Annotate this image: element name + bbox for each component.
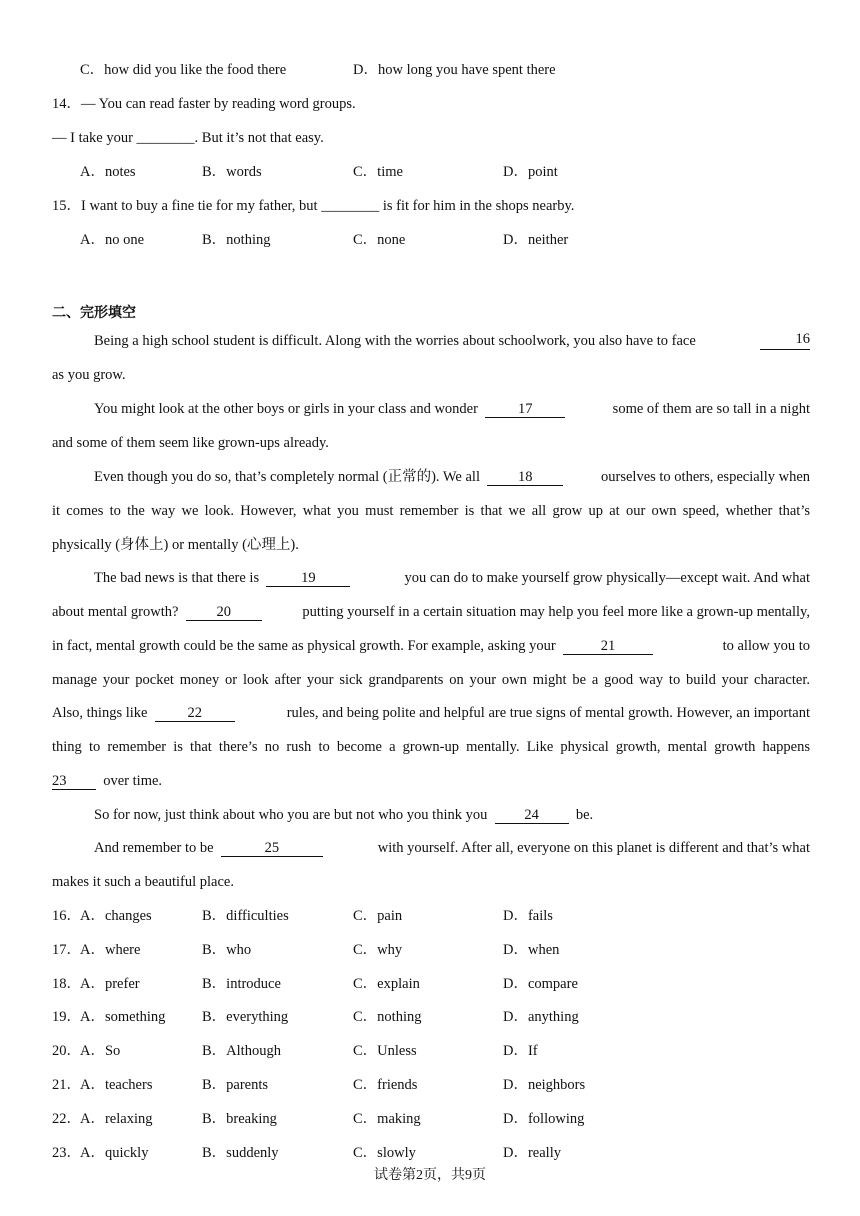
option-a: A．quickly — [80, 1145, 149, 1161]
option-a: A．teachers — [80, 1077, 153, 1093]
option-b: B．introduce — [202, 976, 281, 992]
option-d: D．neighbors — [503, 1077, 586, 1093]
option-c: C．making — [353, 1111, 421, 1127]
passage-line — [94, 400, 810, 418]
passage-text: in fact, mental growth could be the same as physical growth. For example, asking your — [52, 638, 556, 654]
passage-text: thing to remember is that there’s no rush to become a grown-up mentally. Like physical growth, mental growth happens — [52, 739, 810, 755]
option-number: 20． — [52, 1043, 81, 1059]
passage-line — [52, 772, 162, 790]
option-c: C．why — [353, 942, 403, 958]
blank-18: 18 — [487, 470, 563, 486]
option-c: C．nothing — [353, 1009, 422, 1025]
q14-option-b: B．words — [202, 164, 262, 180]
passage-text: Being a high school student is difficult. Along with the worries about schoolwork, you also have to face — [94, 333, 696, 349]
passage-line — [94, 806, 593, 824]
q15-stem: 15．I want to buy a fine tie for my father, but ________ is fit for him in the shops nearby. — [52, 198, 575, 214]
option-number: 19． — [52, 1009, 81, 1025]
option-b: B．difficulties — [202, 908, 289, 924]
passage-text: manage your pocket money or look after your sick grandparents on your own might be a good way to build your character. — [52, 672, 810, 688]
option-c: C．explain — [353, 976, 420, 992]
passage-text: And remember to be — [94, 840, 214, 856]
blank-16: 16 — [760, 332, 810, 350]
passage-text: over time. — [103, 773, 163, 789]
q15-option-a: A．no one — [80, 232, 145, 248]
q15-option-d: D．neither — [503, 232, 569, 248]
passage-text: physically (身体上) or mentally (心理上). — [52, 537, 299, 553]
passage-text: ourselves to others, especially when — [601, 469, 810, 485]
passage-text: So for now, just think about who you are but not who you think you — [94, 807, 488, 823]
option-number: 16． — [52, 908, 81, 924]
passage-line — [52, 603, 810, 621]
blank-22: 22 — [155, 706, 235, 722]
passage-line — [94, 468, 810, 486]
passage-text: makes it such a beautiful place. — [52, 874, 234, 890]
option-a: A．So — [80, 1043, 121, 1059]
option-d: D．compare — [503, 976, 578, 992]
blank-20: 20 — [186, 605, 262, 621]
option-b: B．Although — [202, 1043, 281, 1059]
option-a: A．prefer — [80, 976, 140, 992]
option-number: 17． — [52, 942, 81, 958]
passage-line — [52, 704, 810, 722]
passage-line — [94, 569, 810, 587]
option-number: 22． — [52, 1111, 81, 1127]
q15-option-b: B．nothing — [202, 232, 271, 248]
option-d: D．following — [503, 1111, 585, 1127]
passage-text: rules, and being polite and helpful are true signs of mental growth. However, an important — [286, 705, 810, 721]
passage-line — [52, 637, 810, 655]
passage-text: be. — [575, 807, 594, 823]
option-a: A．where — [80, 942, 141, 958]
blank-24: 24 — [495, 808, 569, 824]
passage-line — [94, 839, 810, 857]
passage-text: and some of them seem like grown-ups already. — [52, 435, 329, 451]
option-b: B．who — [202, 942, 252, 958]
option-b: B．breaking — [202, 1111, 277, 1127]
passage-text: it comes to the way we look. However, what you must remember is that we all grow up at our own speed, whether that’s — [52, 503, 810, 519]
passage-text: as you grow. — [52, 367, 126, 383]
passage-text: you can do to make yourself grow physically—except wait. And what — [404, 570, 810, 586]
passage-text: The bad news is that there is — [94, 570, 260, 586]
option-c: C．friends — [353, 1077, 418, 1093]
option-d: D．anything — [503, 1009, 579, 1025]
passage-text: You might look at the other boys or girls in your class and wonder — [94, 401, 478, 417]
q14-option-c: C．time — [353, 164, 403, 180]
option-b: B．parents — [202, 1077, 269, 1093]
option-number: 18． — [52, 976, 81, 992]
option-d: D．when — [503, 942, 560, 958]
q14-option-d: D．point — [503, 164, 558, 180]
q14-option-a: A．notes — [80, 164, 136, 180]
page-footer: 试卷第2页，共9页 — [374, 1168, 486, 1183]
option-a: A．relaxing — [80, 1111, 153, 1127]
passage-text: putting yourself in a certain situation may help you feel more like a grown-up mentally, — [302, 604, 810, 620]
option-b: B．suddenly — [202, 1145, 279, 1161]
section-title: 二、完形填空 — [52, 305, 136, 321]
blank-21: 21 — [563, 639, 653, 655]
passage-line — [94, 332, 810, 350]
passage-text: about mental growth? — [52, 604, 179, 620]
blank-25: 25 — [221, 841, 323, 857]
q15-option-c: C．none — [353, 232, 406, 248]
q14-reply: — I take your ________. But it’s not that easy. — [52, 130, 324, 146]
option-d: D．really — [503, 1145, 561, 1161]
option-number: 23． — [52, 1145, 81, 1161]
passage-text: Also, things like — [52, 705, 148, 721]
option-c: C．Unless — [353, 1043, 417, 1059]
passage-text: to allow you to — [722, 638, 810, 654]
passage-text: Even though you do so, that’s completely normal (正常的). We all — [94, 469, 480, 485]
q13-option-d: D．how long you have spent there — [353, 62, 556, 78]
option-d: D．fails — [503, 908, 553, 924]
passage-text: with yourself. After all, everyone on this planet is different and that’s what — [377, 840, 810, 856]
passage-text: some of them are so tall in a night — [612, 401, 810, 417]
q14-stem: 14．— You can read faster by reading word groups. — [52, 96, 356, 112]
option-a: A．changes — [80, 908, 152, 924]
option-a: A．something — [80, 1009, 166, 1025]
option-c: C．pain — [353, 908, 403, 924]
blank-23: 23 — [52, 774, 96, 790]
option-c: C．slowly — [353, 1145, 416, 1161]
option-d: D．If — [503, 1043, 538, 1059]
option-number: 21． — [52, 1077, 81, 1093]
q13-option-c: C．how did you like the food there — [80, 62, 287, 78]
blank-19: 19 — [266, 571, 350, 587]
option-b: B．everything — [202, 1009, 289, 1025]
blank-17: 17 — [485, 402, 565, 418]
